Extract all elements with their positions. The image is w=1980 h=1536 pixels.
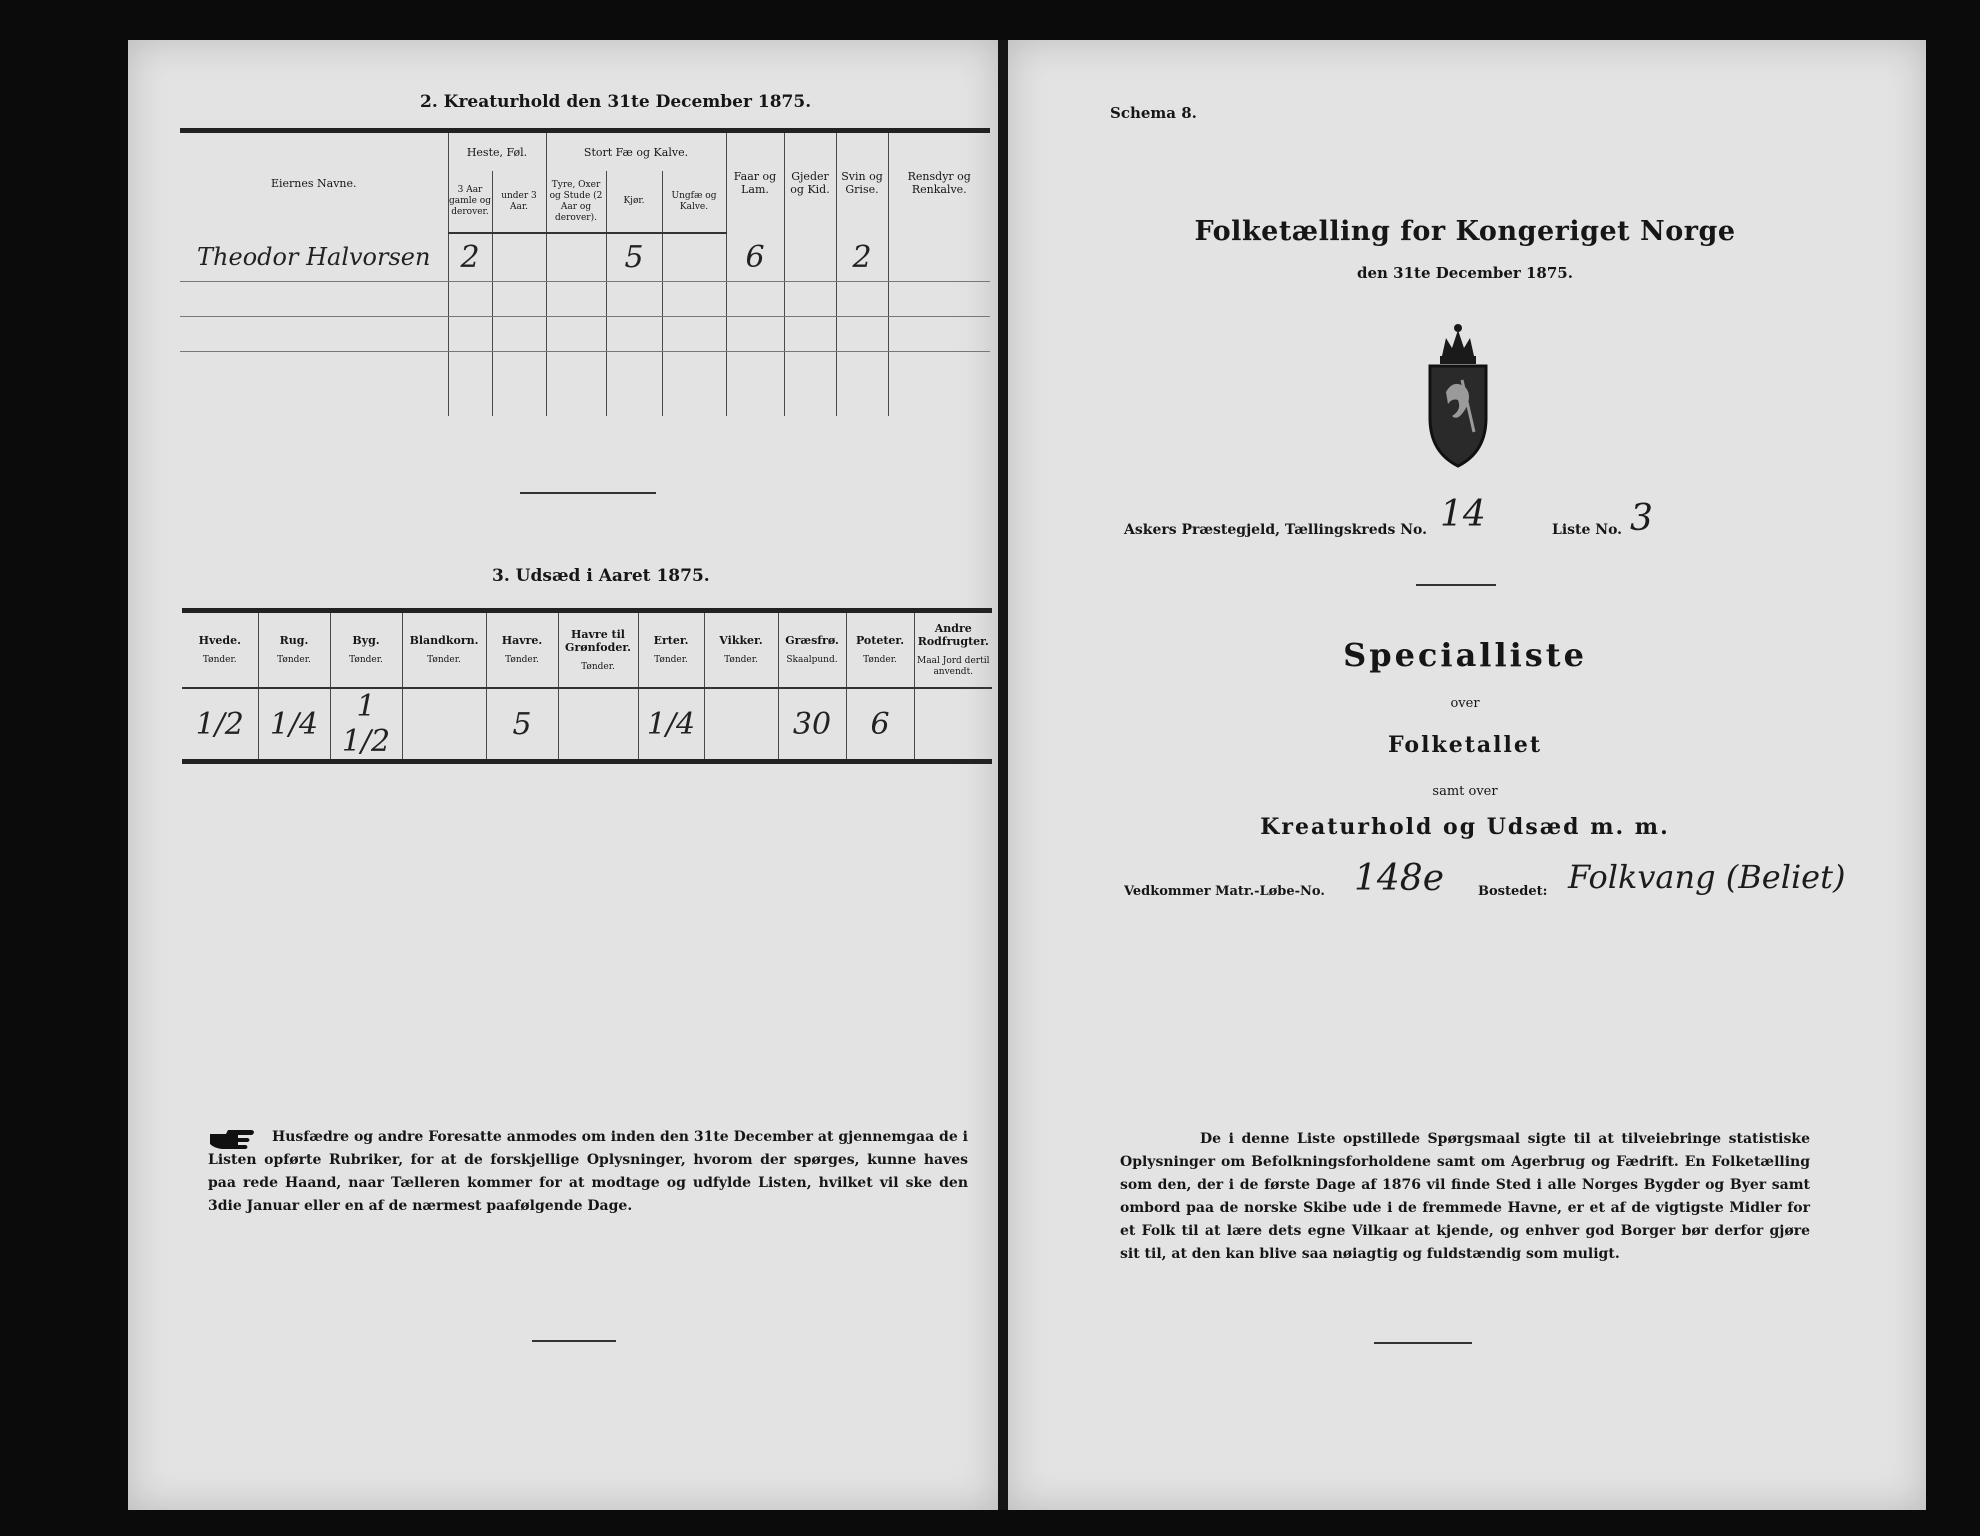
- sowing-value: 1/4: [638, 688, 704, 762]
- blank-row: [180, 352, 448, 417]
- gjeder-value: [784, 233, 836, 282]
- heste-young-value: [492, 233, 546, 282]
- livestock-table: [180, 128, 990, 416]
- liste-number: 3: [1630, 498, 1653, 539]
- sowing-column-name: Rug.: [279, 634, 309, 647]
- sowing-column-unit: Tønder.: [863, 655, 897, 665]
- census-title: Folketælling for Kongeriget Norge: [1194, 216, 1736, 247]
- sowing-column-name: Blandkorn.: [409, 634, 479, 647]
- sowing-value: [914, 688, 992, 762]
- ungfae-value: [662, 233, 726, 282]
- sowing-values-row: [182, 688, 992, 762]
- header-gjeder: Gjeder og Kid.: [784, 131, 836, 234]
- header-stort-fae: Stort Fæ og Kalve.: [546, 131, 726, 172]
- blank-row: [180, 282, 448, 317]
- bosted-label: Bostedet:: [1478, 884, 1548, 899]
- sowing-column-name: Græsfrø.: [785, 634, 839, 647]
- liste-label: Liste No.: [1552, 522, 1623, 538]
- prestegjeld-label: Askers Præstegjeld, Tællingskreds No.: [1124, 522, 1427, 538]
- sowing-column-unit: Tønder.: [427, 655, 461, 665]
- folketallet-text: Folketallet: [1388, 732, 1542, 758]
- subheader-kjor: Kjør.: [606, 171, 662, 233]
- sowing-column-unit: Tønder.: [505, 655, 539, 665]
- owner-name: Theodor Halvorsen: [180, 233, 448, 282]
- sowing-value: 6: [846, 688, 914, 762]
- sowing-value: [558, 688, 638, 762]
- heste-old-value: 2: [448, 233, 492, 282]
- subheader-heste-young: under 3 Aar.: [492, 171, 546, 233]
- kjor-value: 5: [606, 233, 662, 282]
- bosted-value: Folkvang (Beliet): [1568, 858, 1846, 896]
- coat-of-arms-icon: [1418, 322, 1498, 470]
- sowing-column-header: [638, 611, 704, 689]
- sowing-column-header: [914, 611, 992, 689]
- subheader-ungfae: Ungfæ og Kalve.: [662, 171, 726, 233]
- book-gutter: [998, 40, 1008, 1510]
- sowing-column-unit: Tønder.: [349, 655, 383, 665]
- specialliste-title: Specialliste: [1343, 636, 1587, 674]
- divider-rule: [520, 492, 656, 494]
- sowing-column-unit: Skaalpund.: [786, 655, 838, 665]
- section3-title: 3. Udsæd i Aaret 1875.: [492, 566, 710, 586]
- sowing-header-row: [182, 611, 992, 689]
- faar-value: 6: [726, 233, 784, 282]
- sowing-column-name: Hvede.: [198, 634, 241, 647]
- subheader-tyre: Tyre, Oxer og Stude (2 Aar og derover).: [546, 171, 606, 233]
- header-faar: Faar og Lam.: [726, 131, 784, 234]
- sowing-value: 1/2: [182, 688, 258, 762]
- blank-row: [180, 317, 448, 352]
- sowing-column-name: Havre.: [501, 634, 543, 647]
- bottom-rule: [1374, 1342, 1472, 1344]
- sowing-column-header: [558, 611, 638, 689]
- rensdyr-value: [888, 233, 990, 282]
- sowing-value: 30: [778, 688, 846, 762]
- schema-label: Schema 8.: [1110, 104, 1197, 122]
- sowing-column-unit: Tønder.: [581, 661, 615, 672]
- sowing-column-name: Byg.: [352, 634, 380, 647]
- divider-rule: [1416, 584, 1496, 586]
- sowing-column-name: Erter.: [653, 634, 689, 647]
- sowing-column-header: [778, 611, 846, 689]
- sowing-column-header: [258, 611, 330, 689]
- kreds-number: 14: [1440, 494, 1486, 535]
- sowing-value: 1 1/2: [330, 688, 402, 762]
- bottom-rule: [532, 1340, 616, 1342]
- subheader-heste-old: 3 Aar gamle og derover.: [448, 171, 492, 233]
- sowing-column-name: Andre Rodfrugter.: [917, 622, 989, 648]
- over-text: over: [1450, 696, 1480, 711]
- sowing-value: 5: [486, 688, 558, 762]
- sowing-column-header: [486, 611, 558, 689]
- header-rensdyr: Rensdyr og Renkalve.: [888, 131, 990, 234]
- kreaturhold-text: Kreaturhold og Udsæd m. m.: [1260, 814, 1670, 840]
- sowing-column-header: [402, 611, 486, 689]
- sowing-value: [402, 688, 486, 762]
- sowing-column-unit: Tønder.: [654, 655, 688, 665]
- matr-value: 148e: [1354, 858, 1445, 899]
- sowing-column-unit: Tønder.: [277, 655, 311, 665]
- sowing-column-header: [846, 611, 914, 689]
- section2-title: 2. Kreaturhold den 31te December 1875.: [420, 92, 812, 112]
- sowing-column-unit: Tønder.: [202, 655, 237, 665]
- census-subtitle: den 31te December 1875.: [1357, 264, 1573, 282]
- notice-text: Husfædre og andre Foresatte anmodes om inden den 31te December at gjennemgaa de i Listen opførte Rubriker, for at de forskjellige Oplysninger, hvorom der spørges, kunne haves paa rede Haand, naar Tælleren kommer for at modtage og udfylde Listen, hvilket vil ske den 3die Januar eller en af de nærmest paafølgende Dage.: [208, 1129, 968, 1214]
- right-page: [1008, 40, 1926, 1510]
- sowing-value: [704, 688, 778, 762]
- owner-header: Eiernes Navne.: [180, 131, 448, 234]
- sowing-table: [182, 608, 992, 764]
- matr-label: Vedkommer Matr.-Løbe-No.: [1124, 884, 1325, 899]
- header-heste: Heste, Føl.: [448, 131, 546, 172]
- header-svin: Svin og Grise.: [836, 131, 888, 234]
- svin-value: 2: [836, 233, 888, 282]
- sowing-column-name: Havre til Grønfoder.: [565, 627, 631, 654]
- sowing-column-header: [182, 611, 258, 689]
- sowing-column-unit: Maal Jord dertil anvendt.: [917, 656, 990, 677]
- samt-over-text: samt over: [1432, 784, 1498, 799]
- sowing-value: 1/4: [258, 688, 330, 762]
- info-paragraph: De i denne Liste opstillede Spørgsmaal sigte til at tilveiebringe statistiske Oplysninger om Befolkningsforholdene samt om Agerbrug og Fædrift. En Folketælling som den, der i de første Dage af 1876 vil finde Sted i alle Norges Bygder og Byer samt ombord paa de norske Skibe ude i de fremmede Havne, er et af de vigtigste Midler for et Folk til at lære dets egne Vilkaar at kjende, og enhver god Borger bør derfor gjøre sit til, at den kan blive saa nøiagtig og fuldstændig som muligt.: [1120, 1131, 1810, 1262]
- tyre-value: [546, 233, 606, 282]
- sowing-column-name: Poteter.: [855, 634, 905, 647]
- sowing-column-name: Vikker.: [719, 634, 763, 647]
- sowing-column-unit: Tønder.: [724, 655, 758, 665]
- sowing-column-header: [330, 611, 402, 689]
- sowing-column-header: [704, 611, 778, 689]
